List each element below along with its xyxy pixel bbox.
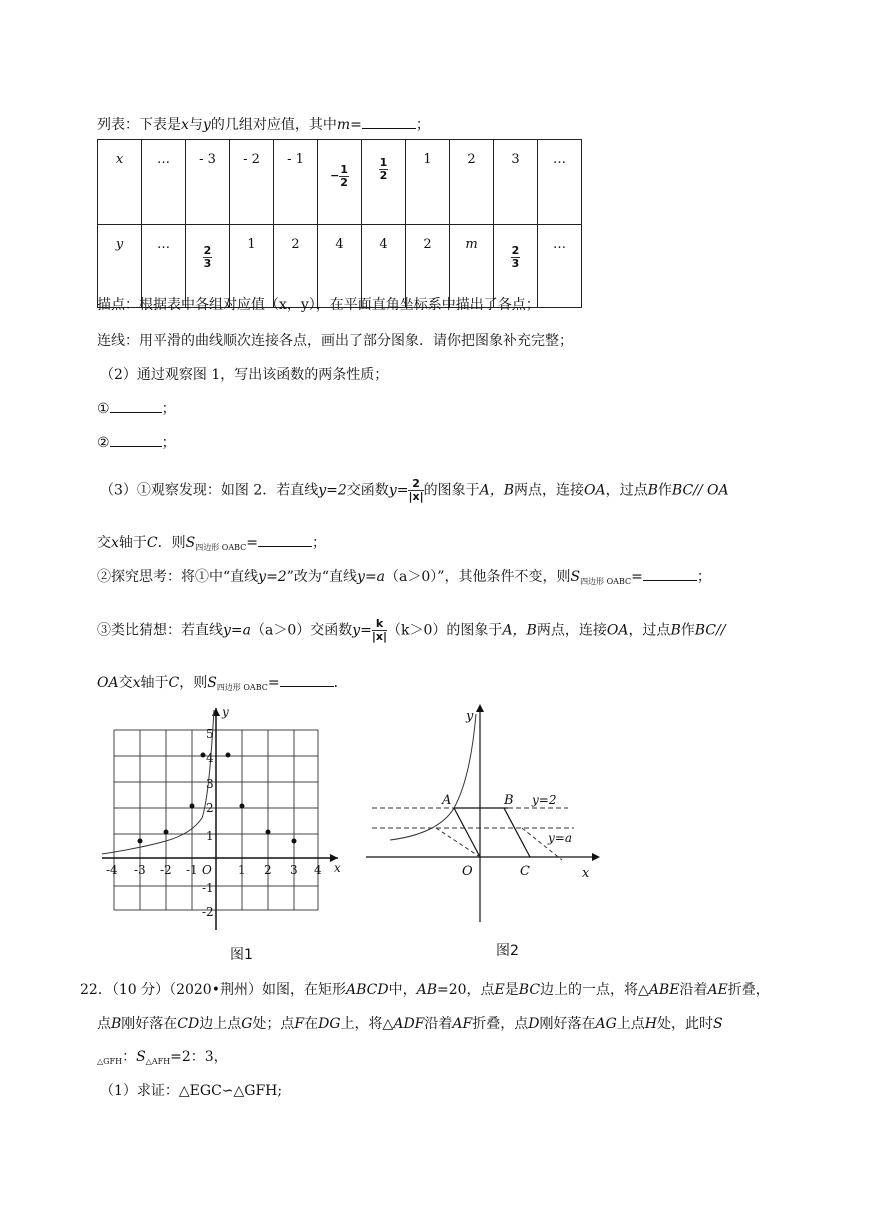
value-table bbox=[97, 139, 582, 308]
x-tick: 3 bbox=[290, 863, 298, 877]
connect-text: 连线：用平滑的曲线顺次连接各点，画出了部分图象．请你把图象补充完整； bbox=[97, 333, 573, 349]
question-22: 22．（10 分）（2020•荆州）如图，在矩形ABCD中，AB=20，点E是BC边上的一点，将△ABE沿着AE折叠， bbox=[80, 982, 770, 998]
y-tick: -1 bbox=[202, 881, 214, 895]
answer-blank-m[interactable] bbox=[362, 116, 416, 129]
line-ya-label: y=a bbox=[548, 831, 572, 845]
x-tick: -3 bbox=[134, 863, 146, 877]
fraction-two-thirds: $\frac{2}{3}$ bbox=[511, 244, 520, 270]
y-tick: -2 bbox=[202, 905, 214, 919]
y-tick: 5 bbox=[206, 727, 214, 741]
segment-bc bbox=[504, 808, 530, 857]
plot-points-text: 描点：根据表中各组对应值（x，y），在平面直角坐标系中描出了各点； bbox=[97, 297, 540, 313]
question-22-line-3: $_{\triangle GFH}$：$S_{\triangle AFH}=2$：3， bbox=[97, 1049, 228, 1066]
y-axis-label: y bbox=[222, 705, 229, 719]
y-axis-arrow bbox=[212, 708, 220, 716]
y-tick: 4 bbox=[206, 751, 214, 765]
y-axis-arrow bbox=[476, 704, 484, 712]
fraction-half: $\frac{1}{2}$ bbox=[379, 156, 388, 182]
origin-label: O bbox=[202, 863, 212, 877]
x-tick: 2 bbox=[264, 863, 272, 877]
fraction-2-over-abs-x: $\frac{2}{|x|}$ bbox=[408, 477, 424, 503]
figure-1-caption: 图1 bbox=[230, 947, 253, 963]
y-axis-label: y bbox=[466, 709, 474, 724]
question-3-part-1: （3）①观察发现：如图 2．若直线y=2交函数y= $\frac{2}{|x|}$ 的图象于A，B两点，连接OA，过点B作BC// OA bbox=[100, 477, 729, 503]
figure-1-graph bbox=[98, 700, 354, 940]
answer-blank-area-2[interactable] bbox=[643, 568, 697, 581]
question-2: （2）通过观察图 1，写出该函数的两条性质； bbox=[100, 367, 389, 383]
dashed-oa-prime bbox=[436, 828, 480, 857]
answer-blank-area-3[interactable] bbox=[280, 674, 334, 687]
fraction-k-over-abs-x: $\frac{k}{|x|}$ bbox=[371, 617, 388, 643]
question-3-part-3-cont: OA交x轴于C，则$S_{四边形 OABC}=$ ． bbox=[97, 675, 348, 692]
property-1: ① ； bbox=[97, 401, 176, 417]
x-tick: 1 bbox=[238, 863, 246, 877]
plotted-points bbox=[138, 753, 297, 844]
point-b-label: B bbox=[504, 793, 514, 808]
fraction-two-thirds: $\frac{2}{3}$ bbox=[203, 244, 212, 270]
point-c-label: C bbox=[520, 864, 530, 879]
segment-oa bbox=[454, 808, 480, 857]
figure-2-caption: 图2 bbox=[496, 943, 519, 959]
origin-label: O bbox=[462, 864, 473, 879]
function-curve bbox=[390, 714, 476, 840]
table-row-x: x … - 3 - 2 - 1 − $\frac{1}{2}$ $\frac{1}{2}$ 1 2 3 … bbox=[98, 140, 582, 225]
question-3-part-2: ②探究思考：将①中“直线y=2”改为“直线y=a（a＞0）”，其他条件不变，则$S_{四边形 OABC}=$ ； bbox=[97, 569, 711, 586]
x-tick: -2 bbox=[160, 863, 172, 877]
figure-2-diagram bbox=[362, 700, 612, 930]
x-axis-label: x bbox=[334, 861, 341, 875]
table-row-y: y … $\frac{2}{3}$ 1 2 4 4 2 m $\frac{2}{3}$ … bbox=[98, 225, 582, 308]
property-2: ② ； bbox=[97, 435, 176, 451]
y-tick: 2 bbox=[206, 801, 214, 815]
x-tick: -1 bbox=[186, 863, 198, 877]
table-intro: 列表：下表是x与y的几组对应值，其中m= ； bbox=[97, 117, 430, 133]
answer-blank-property-2[interactable] bbox=[110, 434, 162, 447]
line-y2-label: y=2 bbox=[532, 793, 557, 807]
question-3-part-1-cont: 交x轴于C．则$S_{四边形 OABC}=$ ； bbox=[97, 535, 326, 552]
x-tick: -4 bbox=[106, 863, 118, 877]
x-tick: 4 bbox=[314, 863, 322, 877]
point-a-label: A bbox=[442, 793, 452, 808]
question-22-part-1: （1）求证：△EGC∽△GFH; bbox=[100, 1083, 283, 1099]
y-tick: 1 bbox=[206, 829, 214, 843]
answer-blank-area-1[interactable] bbox=[258, 534, 312, 547]
answer-blank-property-1[interactable] bbox=[110, 400, 162, 413]
y-tick: 3 bbox=[206, 777, 214, 791]
question-22-line-2: 点B刚好落在CD边上点G处；点F在DG上，将△ADF沿着AF折叠，点D刚好落在AG上点H处，此时S bbox=[97, 1016, 723, 1032]
question-3-part-3: ③类比猜想：若直线y=a（a＞0）交函数y= $\frac{k}{|x|}$ （k＞0）的图象于A，B两点，连接OA，过点B作BC// bbox=[97, 617, 726, 643]
x-axis-label: x bbox=[582, 866, 590, 881]
x-axis-arrow bbox=[592, 853, 600, 861]
fraction-neg-half: − $\frac{1}{2}$ bbox=[330, 162, 348, 189]
